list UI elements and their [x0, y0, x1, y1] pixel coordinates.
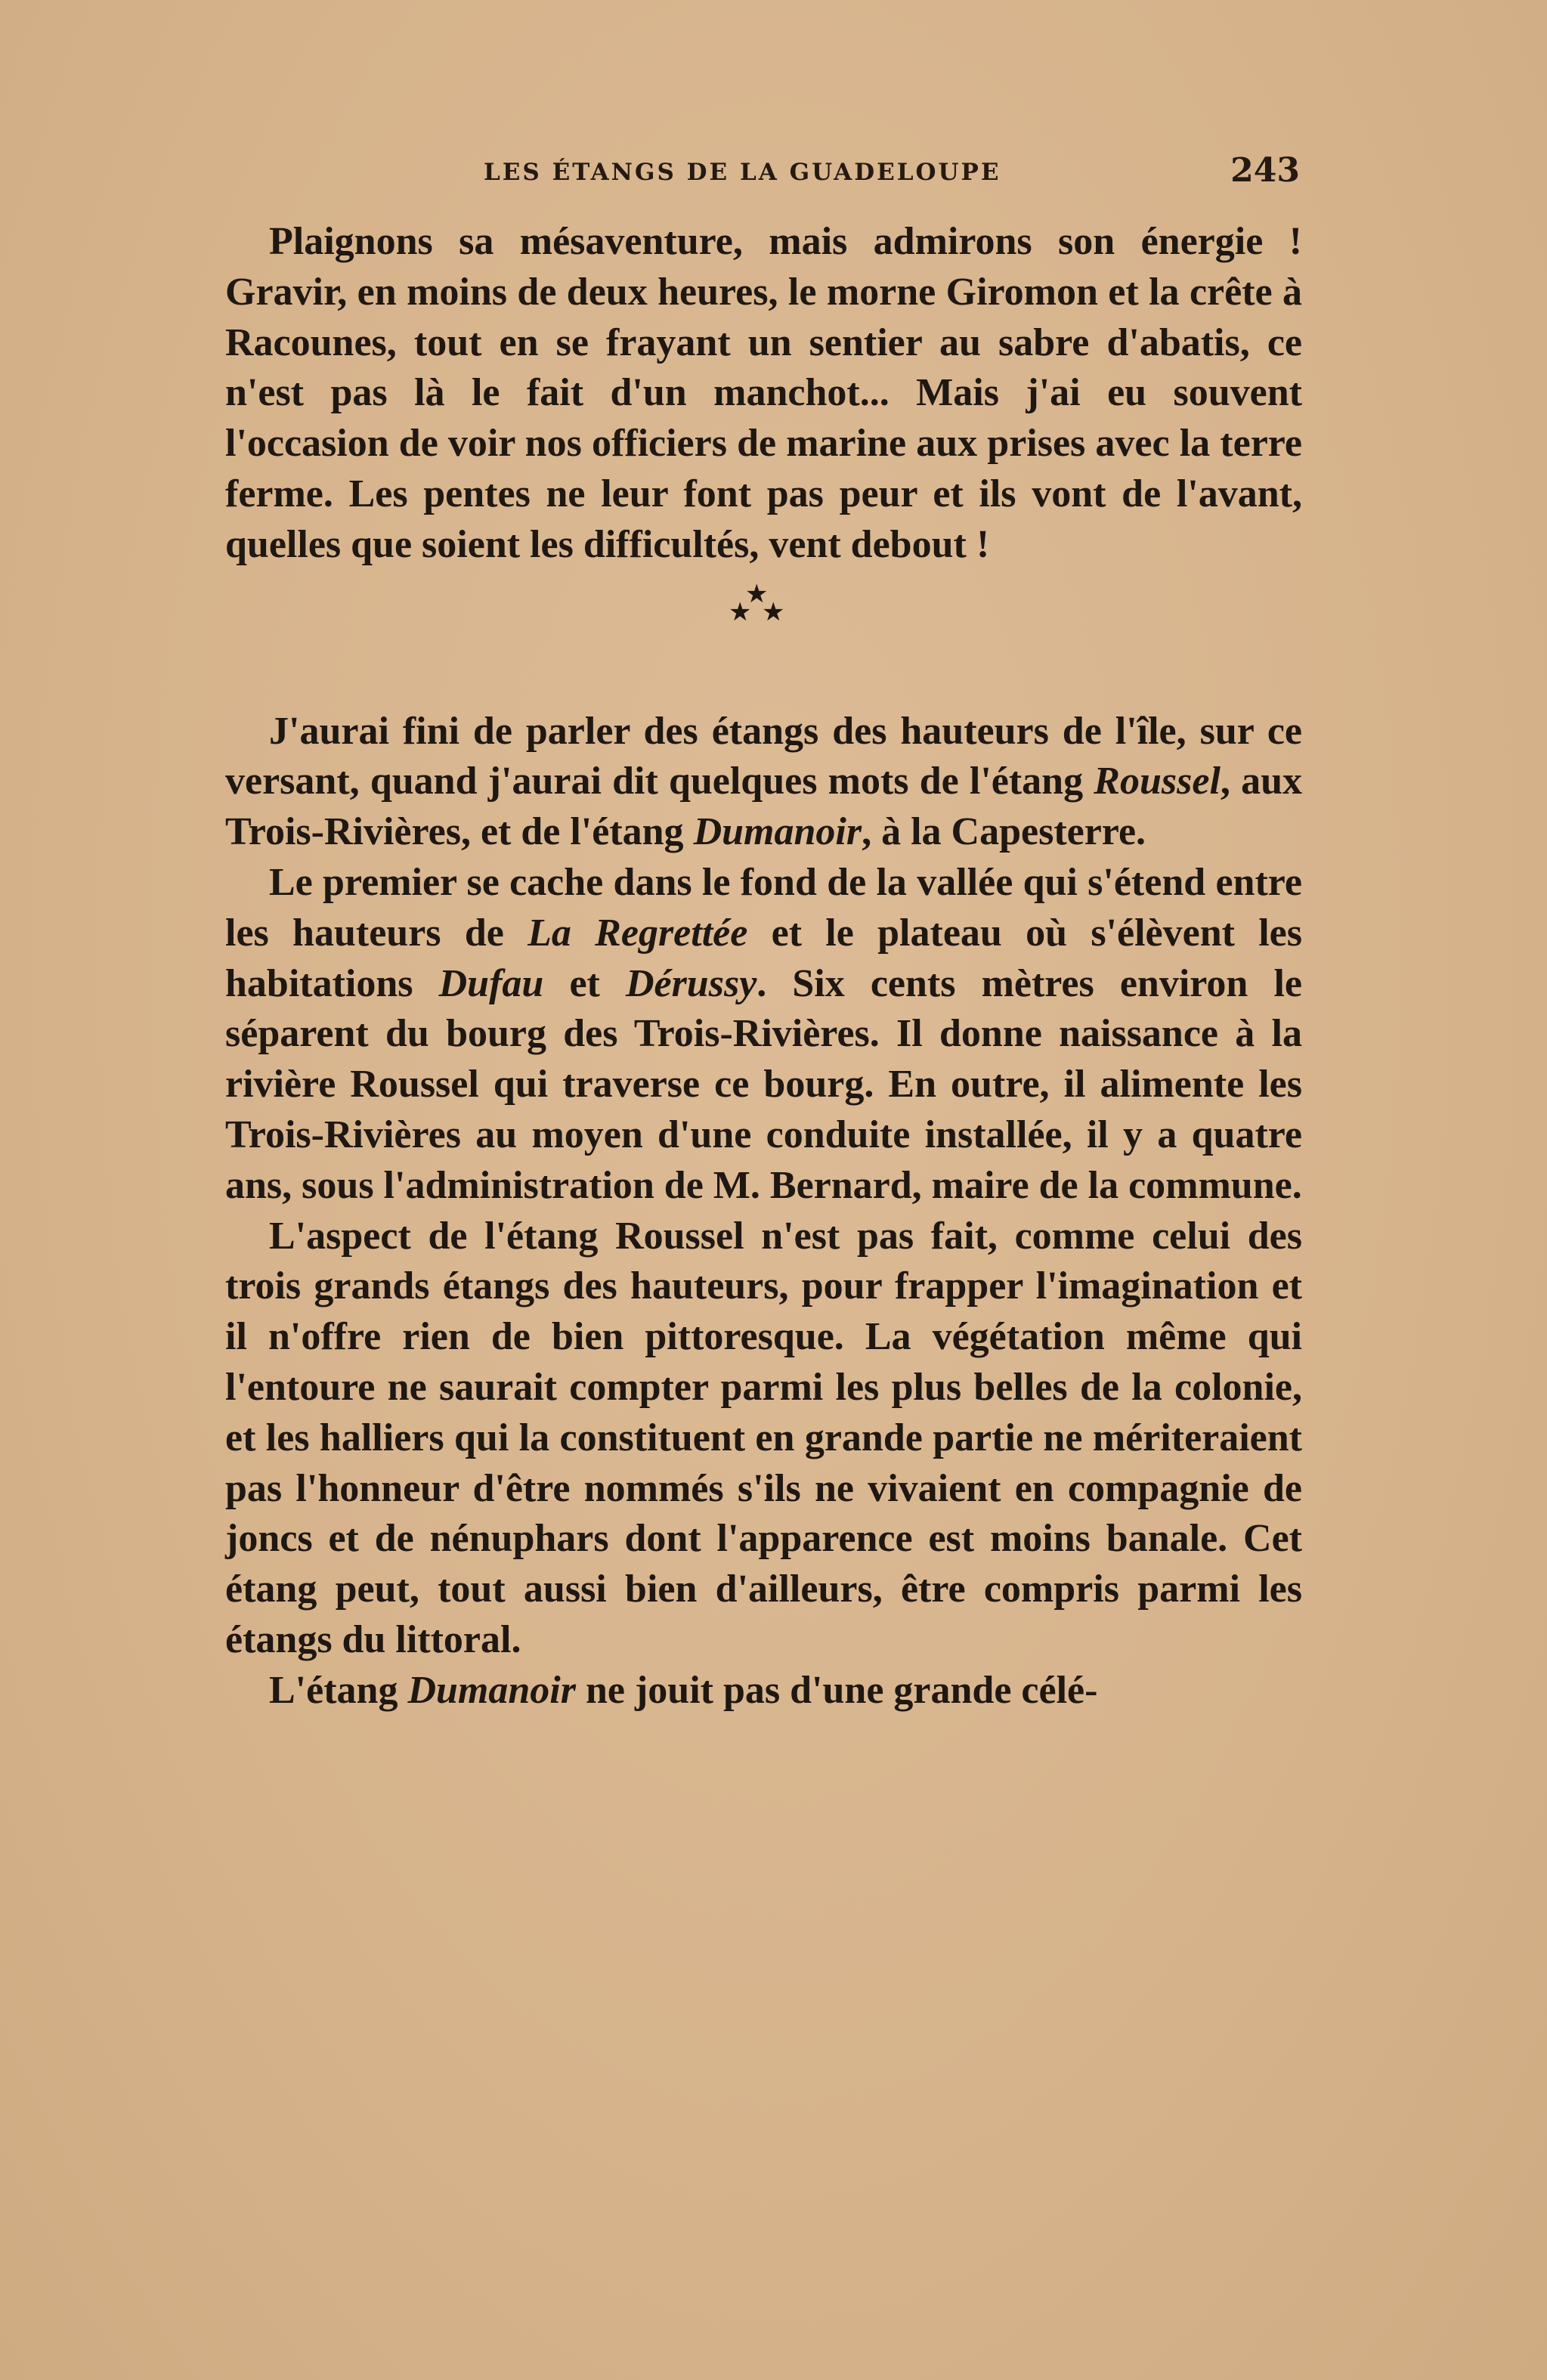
- place-name-dumanoir: Dumanoir: [693, 810, 862, 854]
- paragraph-4: L'aspect de l'étang Roussel n'est pas fait, comme celui des trois grands étangs des hauteurs, pour frapper l'imagination et il n'offre rien de bien pittoresque. La végétation même qui l'entoure ne saurait compter parmi les plus belles de la colonie, et les halliers qui la constituent en grande partie ne mériteraient pas l'honneur d'être nommés s'ils ne vivaient en compagnie de joncs et de nénuphars dont l'apparence est moins banale. Cet étang peut, tout aussi bien d'ailleurs, être compris parmi les étangs du littoral.: [225, 1214, 1302, 1661]
- paragraph-5: [225, 1666, 1302, 1716]
- paragraph-3-text: et le plateau où s'élèvent les habitations: [225, 911, 1302, 1005]
- running-title: LES ÉTANGS DE LA GUADELOUPE: [484, 159, 1001, 186]
- running-head: [219, 151, 1300, 193]
- paragraph-2: [225, 707, 1302, 858]
- place-name-roussel: Roussel: [1094, 760, 1221, 803]
- place-name-derussy: Dérussy: [625, 961, 757, 1005]
- paragraph-2-text: J'aurai fini de parler des étangs des hauteurs de l'île, sur ce versant, quand j'aurai dit quelques mots de l'étang: [225, 709, 1302, 803]
- paragraph-2-text: , à la Capesterre.: [862, 810, 1146, 854]
- paragraph-3: [225, 858, 1302, 1212]
- asterism: [225, 571, 1302, 707]
- place-name-dufau: Dufau: [438, 961, 544, 1005]
- paragraph-3-text: Le premier se cache dans le fond de la vallée qui s'étend entre les hauteurs de: [225, 860, 1302, 955]
- place-name-la-regrettee: La Regrettée: [528, 911, 748, 955]
- asterism-star-icon: ★: [745, 578, 769, 609]
- paragraph-1: Plaignons sa mésaventure, mais admirons son énergie ! Gravir, en moins de deux heures, le morne Giromon et la crête à Racounes, tout en se frayant un sentier au sabre d'abatis, ce n'est pas là le fait d'un manchot... Mais j'ai eu souvent l'occasion de voir nos officiers de marine aux prises avec la terre ferme. Les pentes ne leur font pas peur et ils vont de l'avant, quelles que soient les difficultés, vent debout !: [225, 220, 1302, 566]
- page-number: 243: [1230, 151, 1300, 190]
- paragraph-5-text: L'étang: [269, 1668, 408, 1712]
- place-name-dumanoir: Dumanoir: [407, 1668, 576, 1712]
- paragraph-2-text: , aux Trois-Rivières, et de l'étang: [225, 760, 1303, 854]
- paragraph-3-text: . Six cents mètres environ le séparent du bourg des Trois-Rivières. Il donne naissance à la rivière Roussel qui traverse ce bourg. En outre, il alimente les Trois-Rivières au moyen d'une conduite installée, il y a quatre ans, sous l'administration de M. Bernard, maire de la commune.: [225, 961, 1302, 1207]
- paragraph-5-text: ne jouit pas d'une grande célé-: [575, 1668, 1098, 1712]
- asterism-star-icon: ★: [729, 596, 752, 627]
- body-text: [225, 217, 1302, 1716]
- asterism-star-icon: ★: [762, 596, 785, 627]
- paragraph-3-text: et: [543, 961, 626, 1005]
